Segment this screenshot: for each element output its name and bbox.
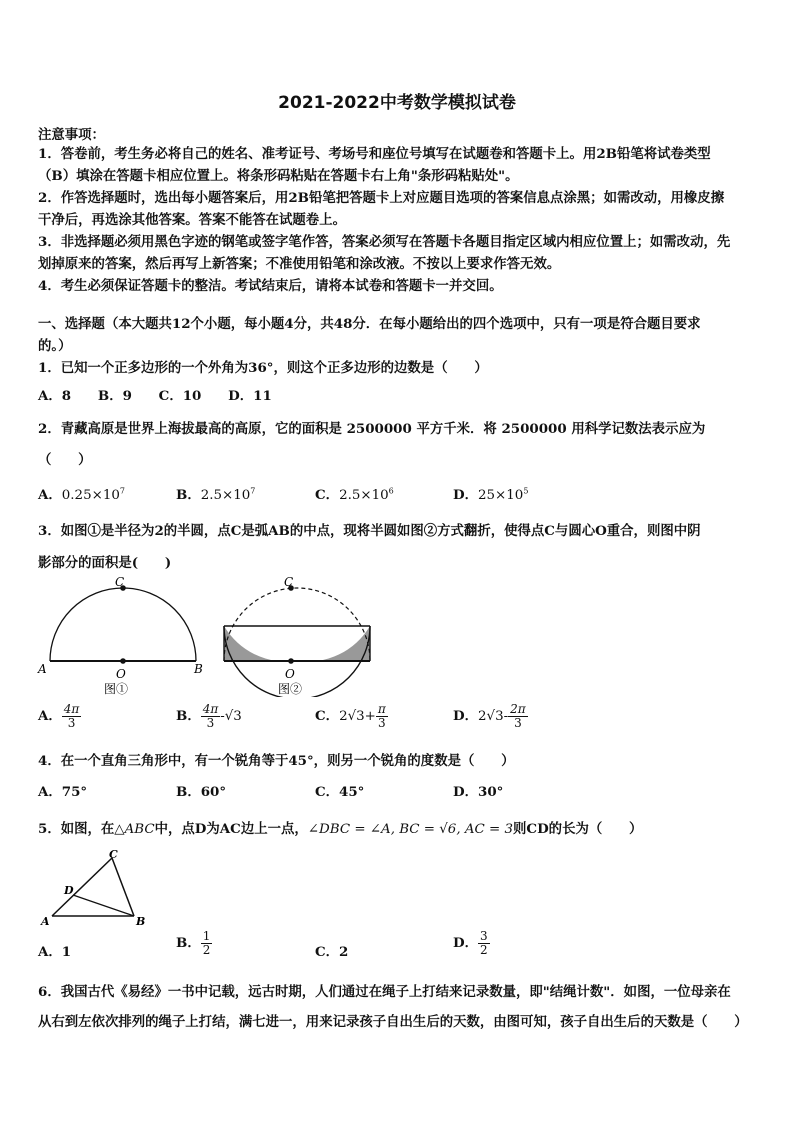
figure-2-caption: 图②: [278, 682, 303, 696]
label-b: B: [194, 662, 203, 676]
question-5-option-a: A．1: [38, 944, 72, 960]
label-c: C: [109, 848, 118, 861]
notice-line: 1．答卷前，考生务必将自己的姓名、准考证号、考场号和座位号填写在试题卷和答题卡上。用2B铅笔将试卷类型: [38, 146, 711, 162]
question-6-stem-cont: 从右到左依次排列的绳子上打结，满七进一，用来记录孩子自出生后的天数，由图可知，孩子自出生后的天数是（ ）: [38, 1014, 748, 1030]
question-3-stem: 3．如图①是半径为2的半圆，点C是弧AB的中点，现将半圆如图②方式翻折，使得点C与圆心O重合，则图中阴: [38, 523, 701, 539]
question-3-option-a: A． $\frac{4\pi}{3}$: [38, 702, 80, 731]
label-a: A: [38, 662, 47, 676]
label-o: O: [116, 667, 126, 681]
question-2-option-b: B．$2.5\times 10^7$: [176, 486, 256, 503]
question-3-figures: [36, 572, 376, 697]
label-d: D: [64, 884, 74, 897]
figure-1-caption: 图①: [104, 682, 129, 696]
question-2-option-c: C．$2.5\times 10^6$: [315, 486, 394, 503]
question-3-option-c: C．2√3+ $\frac{\pi}{3}$: [315, 702, 386, 731]
question-6-stem: 6．我国古代《易经》一书中记载，远古时期，人们通过在绳子上打结来记录数量，即"结绳计数"．如图，一位母亲在: [38, 984, 731, 1000]
question-4-option-c: C．45°: [315, 784, 365, 800]
notice-line: 2．作答选择题时，选出每小题答案后，用2B铅笔把答题卡上对应题目选项的答案信息点涂黑；如需改动，用橡皮擦: [38, 190, 725, 206]
label-c: C: [284, 575, 294, 589]
figure-2-folded-semicircle: [224, 575, 370, 697]
point-o: [288, 658, 294, 664]
question-3-option-d: D．2√3- $\frac{2\pi}{3}$: [453, 702, 526, 731]
question-2-stem: 2．青藏高原是世界上海拔最高的高原，它的面积是 2500000 平方千米．将 2500000 用科学记数法表示应为: [38, 421, 706, 437]
label-c: C: [115, 575, 125, 589]
question-3-stem-cont: 影部分的面积是( ): [38, 555, 172, 571]
question-3-option-b: B． $\frac{4\pi}{3}$ -√3: [176, 702, 242, 731]
question-4-option-d: D．30°: [453, 784, 504, 800]
question-5-option-d: D． $\frac{3}{2}$: [453, 929, 488, 958]
notice-line: （B）填涂在答题卡相应位置上。将条形码粘贴在答题卡右上角"条形码粘贴处"。: [38, 168, 519, 184]
notice-heading: 注意事项：: [38, 127, 105, 143]
section-heading: 一、选择题（本大题共12个小题，每小题4分，共48分．在每小题给出的四个选项中，只有一项是符合题目要求: [38, 316, 701, 332]
question-5-stem: 5．如图，在△ABC中，点D为AC边上一点，∠DBC = ∠A, BC = √6, AC = 3则CD的长为（ ）: [38, 821, 643, 837]
question-4-stem: 4．在一个直角三角形中，有一个锐角等于45°，则另一个锐角的度数是（ ）: [38, 753, 515, 769]
label-b: B: [136, 915, 146, 928]
notice-line: 3．非选择题必须用黑色字迹的钢笔或签字笔作答，答案必须写在答题卡各题目指定区域内相应位置上；如需改动，先: [38, 234, 731, 250]
question-1-options: A．8 B．9 C．10 D．11: [38, 388, 272, 404]
figure-1-semicircle: [37, 575, 203, 696]
question-4-option-b: B．60°: [176, 784, 227, 800]
section-heading-cont: 的。）: [38, 338, 72, 354]
notice-line: 4．考生必须保证答题卡的整洁。考试结束后，请将本试卷和答题卡一并交回。: [38, 278, 503, 294]
label-o: O: [285, 667, 295, 681]
question-5-figure: [36, 846, 156, 928]
question-4-option-a: A．75°: [38, 784, 88, 800]
question-2-paren: （ ）: [38, 452, 92, 468]
question-2-option-d: D．$25\times 10^5$: [453, 486, 529, 503]
question-1-stem: 1．已知一个正多边形的一个外角为36°，则这个正多边形的边数是（ ）: [38, 360, 488, 376]
question-2-option-a: A．$0.25\times 10^7$: [38, 486, 125, 503]
label-a: A: [41, 915, 50, 928]
point-o: [120, 658, 126, 664]
notice-line: 干净后，再选涂其他答案。答案不能答在试题卷上。: [38, 212, 346, 228]
question-5-option-b: B． $\frac{1}{2}$: [176, 929, 211, 958]
page-title: 2021-2022中考数学模拟试卷: [278, 93, 516, 113]
question-5-option-c: C．2: [315, 944, 349, 960]
notice-line: 划掉原来的答案，然后再写上新答案；不准使用铅笔和涂改液。不按以上要求作答无效。: [38, 256, 561, 272]
